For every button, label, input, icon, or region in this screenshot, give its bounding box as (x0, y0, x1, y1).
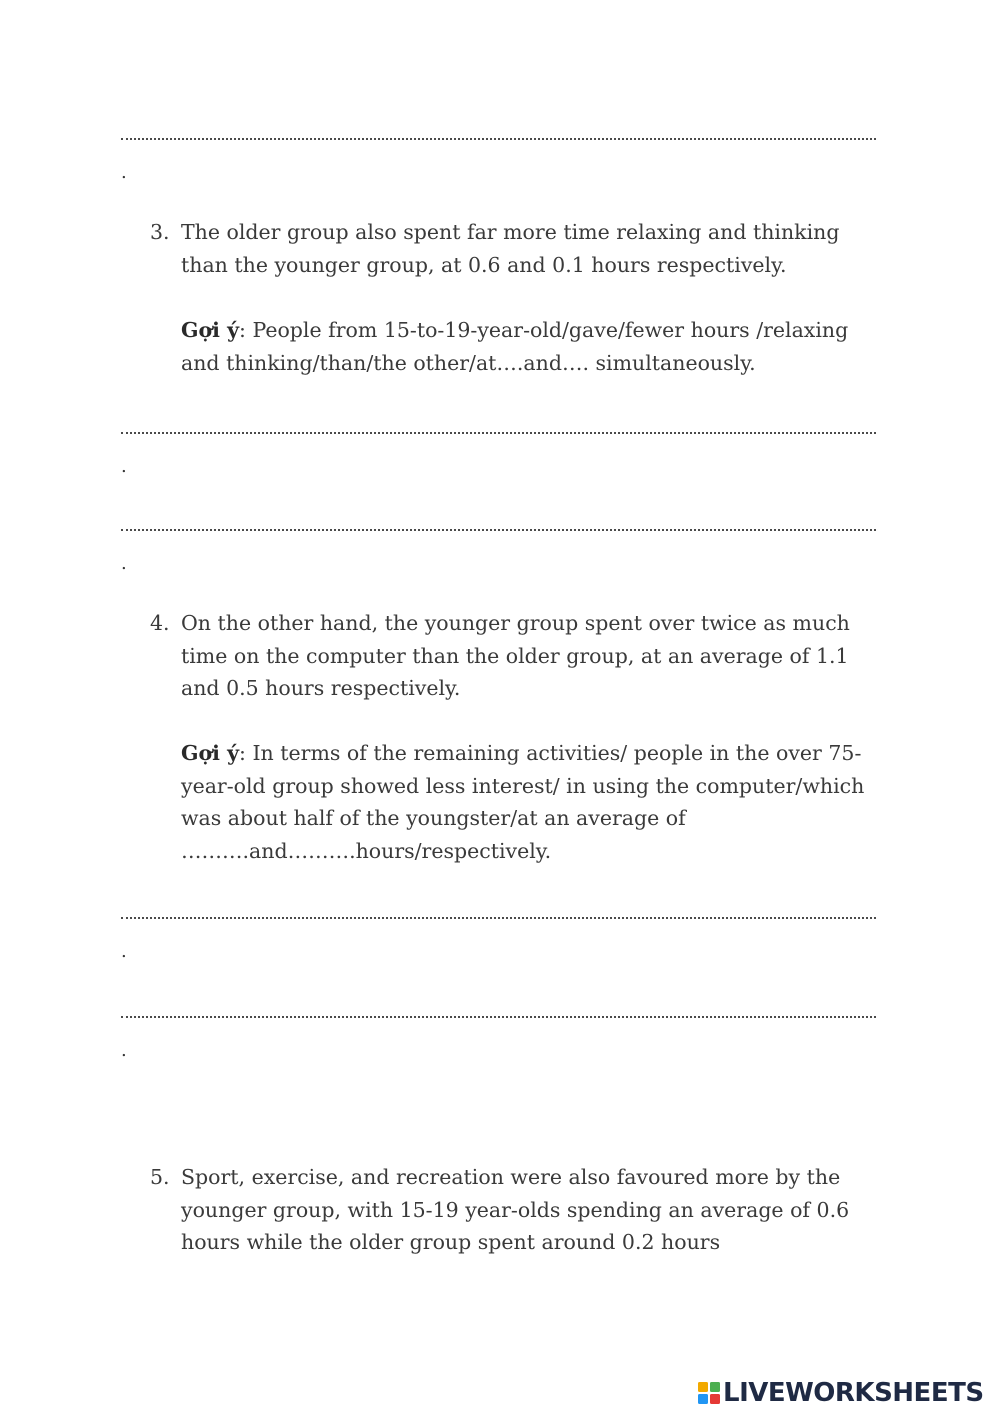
dotted-line (121, 917, 876, 919)
hint-4 (181, 737, 881, 867)
question-number: 5. (150, 1165, 170, 1189)
answer-line[interactable] (121, 529, 876, 589)
liveworksheets-logo (697, 1379, 997, 1409)
dotted-line (121, 1016, 876, 1018)
line-end-dot: . (121, 456, 127, 477)
hint-3 (181, 314, 881, 379)
dotted-line (121, 529, 876, 531)
line-end-dot: . (121, 1040, 127, 1061)
hint-text: : In terms of the remaining activities/ people in the over 75-year-old group showed less interest/ in using the computer/which was about half of the youngster/at an average of ……….and……….hours/respectively. (181, 741, 865, 863)
liveworksheets-logo-icon (697, 1381, 721, 1405)
answer-line[interactable] (121, 138, 876, 198)
hint-text: : People from 15-to-19-year-old/gave/fewer hours /relaxing and thinking/than/the other/at….and…. simultaneously. (181, 318, 849, 375)
hint-label: Gợi ý (181, 318, 240, 342)
question-text: On the other hand, the younger group spent over twice as much time on the computer than the older group, at an average of 1.1 and 0.5 hours respectively. (181, 611, 850, 700)
question-3 (150, 216, 880, 281)
answer-line[interactable] (121, 1016, 876, 1076)
hint-label: Gợi ý (181, 741, 240, 765)
question-text: The older group also spent far more time relaxing and thinking than the younger group, at 0.6 and 0.1 hours respectively. (181, 220, 840, 277)
brand-name: LIVEWORKSHEETS (723, 1378, 984, 1408)
line-end-dot: . (121, 553, 127, 574)
question-4 (150, 607, 880, 705)
answer-line[interactable] (121, 917, 876, 977)
dotted-line (121, 432, 876, 434)
dotted-line (121, 138, 876, 140)
line-end-dot: . (121, 941, 127, 962)
line-end-dot: . (121, 162, 127, 183)
answer-line[interactable] (121, 432, 876, 492)
question-5 (150, 1161, 880, 1259)
question-number: 4. (150, 611, 170, 635)
question-text: Sport, exercise, and recreation were also favoured more by the younger group, with 15-19 year-olds spending an average of 0.6 hours while the older group spent around 0.2 hours (181, 1165, 850, 1254)
question-number: 3. (150, 220, 170, 244)
